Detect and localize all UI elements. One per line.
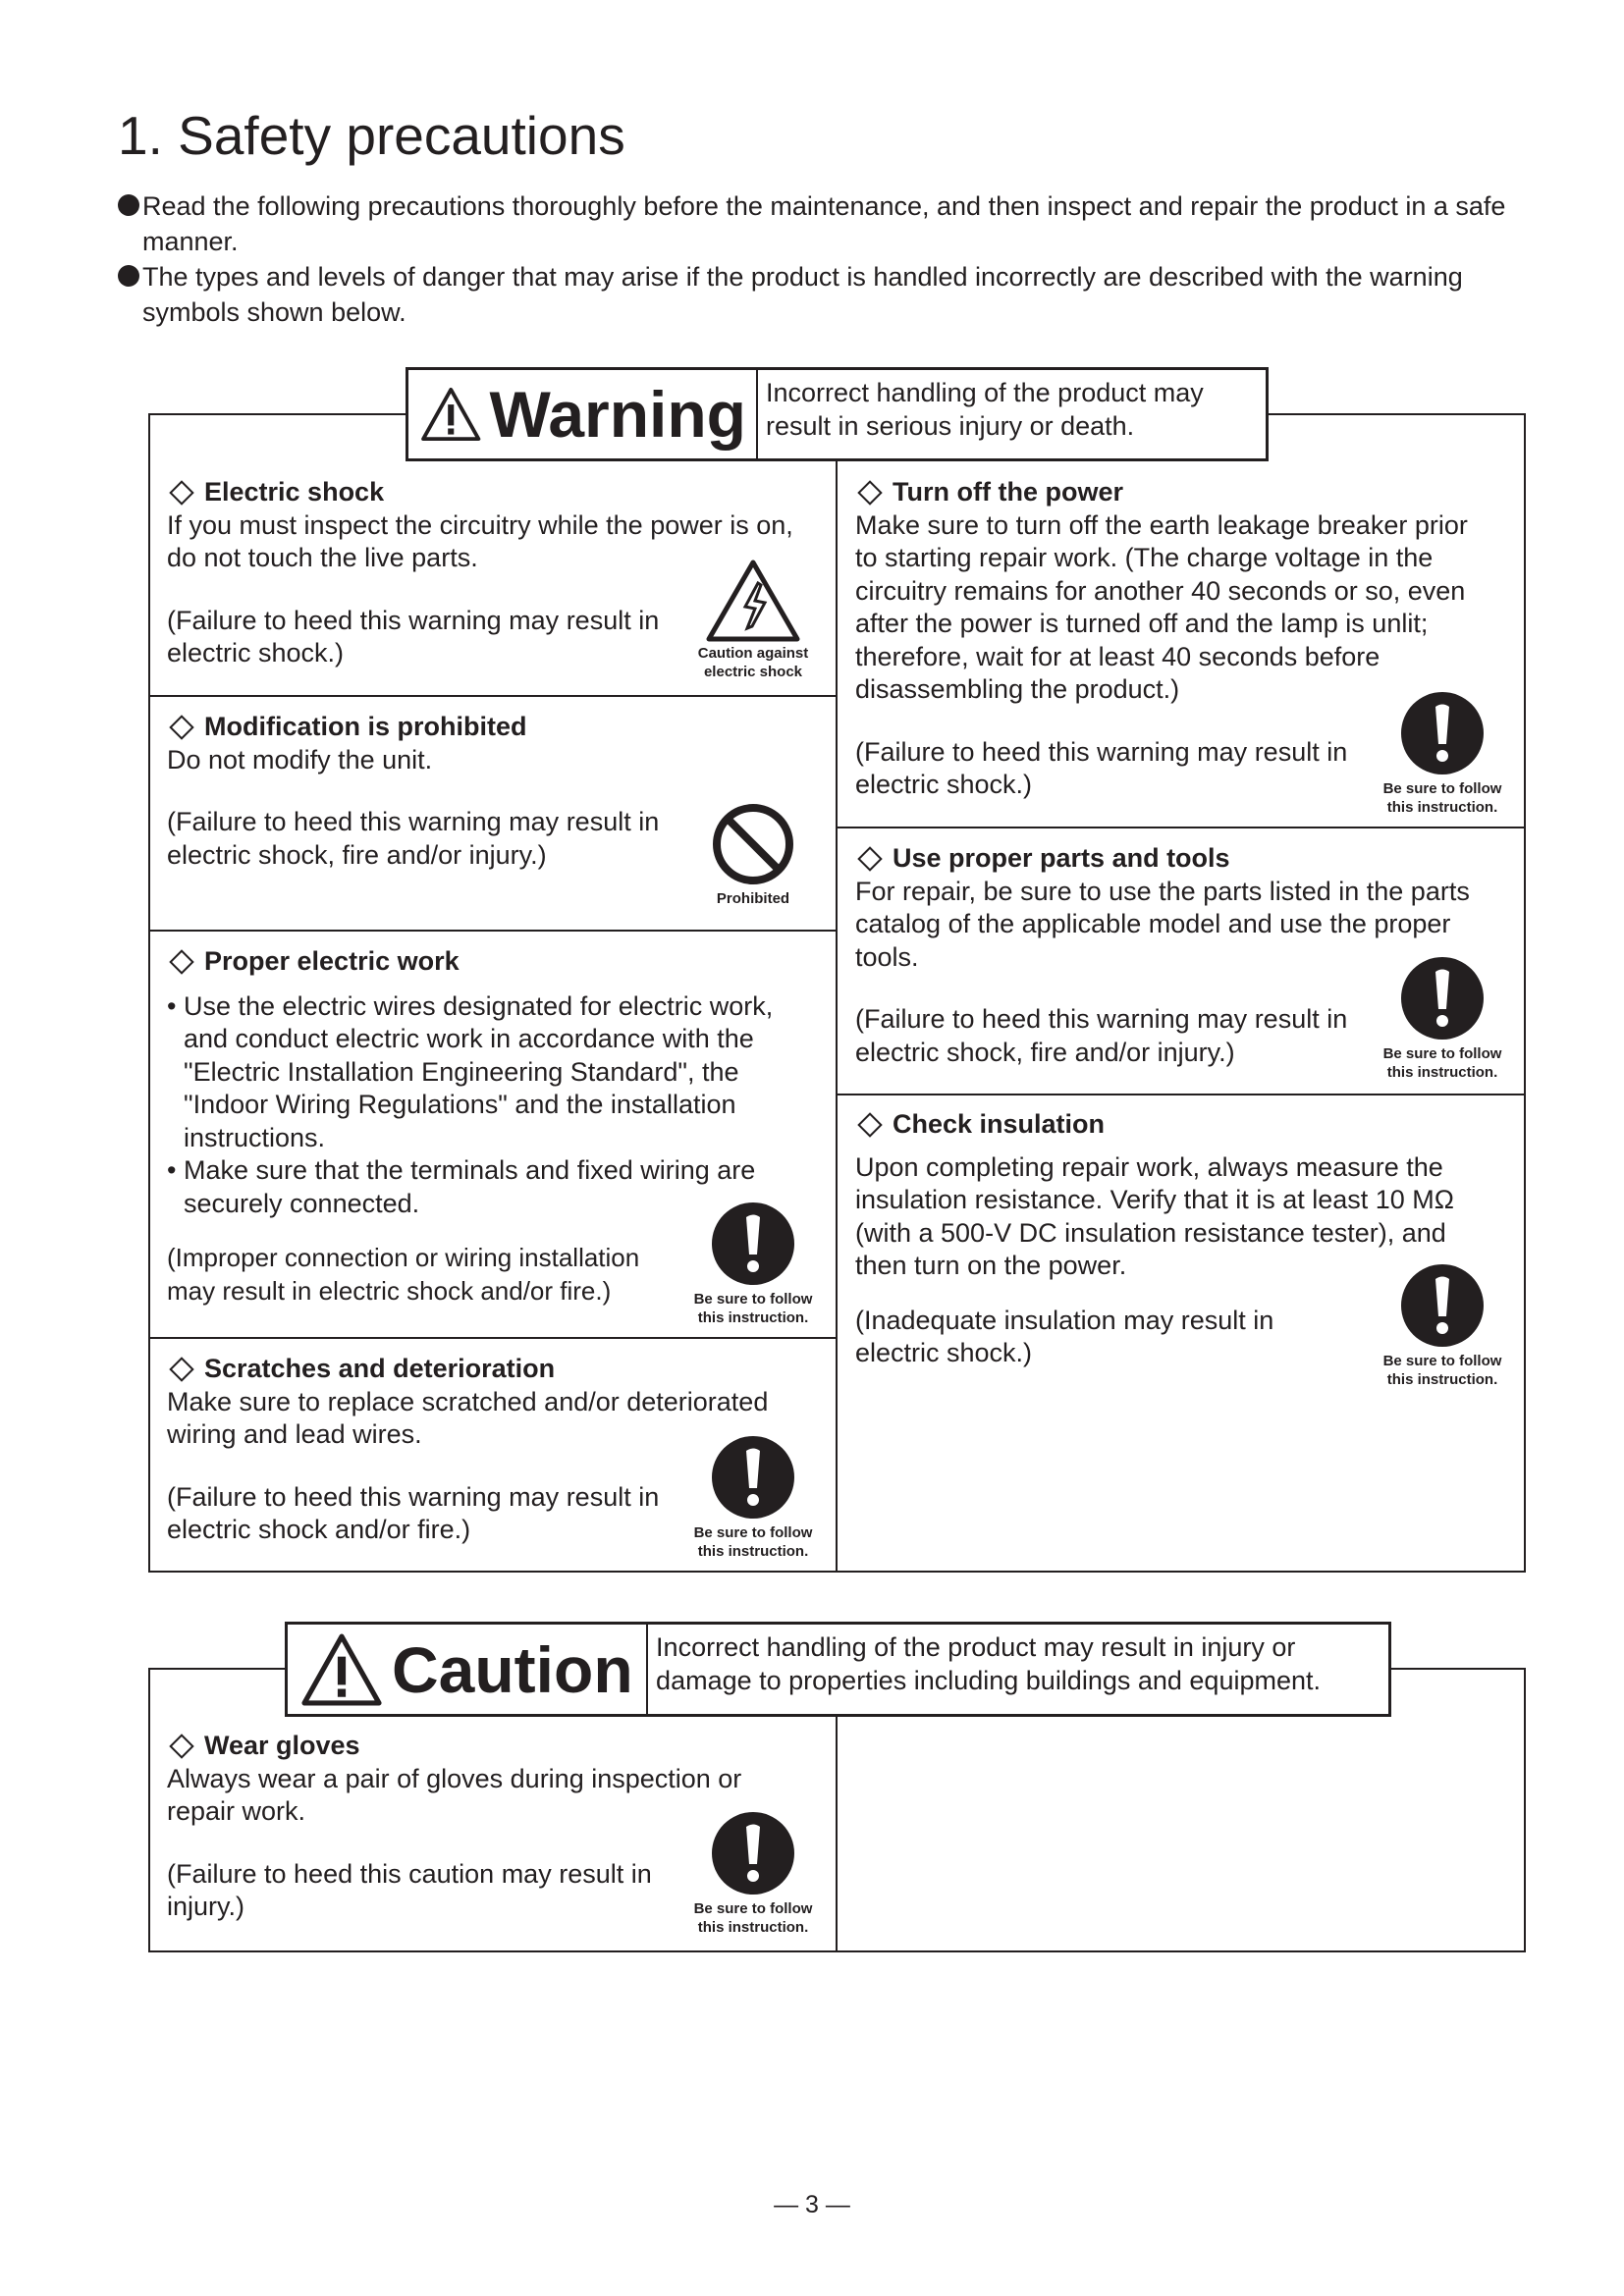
bullet-dot xyxy=(118,194,139,216)
list-item: • Make sure that the terminals and fixed wiring are securely connected. xyxy=(167,1154,812,1220)
caution-banner xyxy=(285,1622,1391,1717)
caution-label: Caution xyxy=(392,1632,633,1706)
diamond-icon xyxy=(857,846,882,871)
row-divider xyxy=(837,1094,1525,1095)
diamond-icon xyxy=(169,480,193,505)
diamond-icon xyxy=(857,1112,882,1137)
mandatory-icon-block: Be sure to follow this instruction. xyxy=(689,1435,817,1561)
electric-shock-icon xyxy=(704,558,802,644)
section-proper-parts: Use proper parts and tools For repair, be sure to use the parts listed in the parts catalog of the applicable model and use the proper tools. (Failure to heed this warning may result in electric shock, fire and/or injury.) xyxy=(855,843,1470,1067)
warning-label: Warning xyxy=(489,378,746,451)
row-divider xyxy=(149,930,837,932)
electric-shock-icon-block: Caution against electric shock xyxy=(689,558,817,681)
exclamation-icon xyxy=(711,1435,795,1520)
exclamation-icon xyxy=(1400,691,1485,775)
page-number: — 3 — xyxy=(774,2191,850,2218)
diamond-icon xyxy=(169,1357,193,1381)
column-divider xyxy=(836,1716,838,1951)
column-divider xyxy=(836,447,838,1572)
caution-description: Incorrect handling of the product may result in injury or damage to properties including buildings and equipment. xyxy=(656,1632,1321,1695)
exclamation-icon xyxy=(1400,1263,1485,1348)
section-check-insulation: Check insulation Upon completing repair work, always measure the insulation resistance. Verify that it is at least 10 MΩ (with a 500-V DC insulation resistance tester), and then turn on the power. (Inadequate insulation may result in electric shock.) xyxy=(855,1109,1454,1367)
mandatory-icon-block: Be sure to follow this instruction. xyxy=(1379,1263,1506,1389)
exclamation-icon xyxy=(1400,956,1485,1041)
section-wear-gloves: Wear gloves Always wear a pair of gloves during inspection or repair work. (Failure to heed this caution may result in injury.) xyxy=(167,1731,742,1921)
section-turn-off-power: Turn off the power Make sure to turn off the earth leakage breaker prior to starting repair work. (The charge voltage in the circuitry remains for another 40 seconds or so, even after the power is turned off and the lamp is unlit; therefore, wait for at least 40 seconds before disassembling the product.) (Failure to heed this warning may result in electric shock.) xyxy=(855,477,1468,799)
warning-triangle-icon xyxy=(420,378,481,451)
section-proper-electric-work: Proper electric work • Use the electric wires designated for electric work, and conduct electric work in accordance with the "Electric Installation Engineering Standard", the "Indoor Wiring Regulations" and the installation instructions. • Make sure that the terminals and fixed wiring are securely connected. (Improper connection or wiring installation may result in electric shock and/or fire.) xyxy=(167,945,815,1308)
bullet-dot xyxy=(118,265,139,287)
mandatory-icon-block: Be sure to follow this instruction. xyxy=(689,1201,817,1327)
section-scratches: Scratches and deterioration Make sure to replace scratched and/or deteriorated wiring and lead wires. (Failure to heed this warning may result in electric shock and/or fire.) xyxy=(167,1354,769,1544)
mandatory-icon-block: Be sure to follow this instruction. xyxy=(689,1811,817,1937)
mandatory-icon-block: Be sure to follow this instruction. xyxy=(1379,956,1506,1082)
prohibited-icon-block: Prohibited xyxy=(689,802,817,908)
intro-item: The types and levels of danger that may arise if the product is handled incorrectly are described with the warning symbols shown below. xyxy=(118,259,1532,330)
warning-triangle-icon xyxy=(299,1632,384,1707)
page-title: 1. Safety precautions xyxy=(118,105,625,166)
prohibited-icon xyxy=(711,802,795,886)
warning-description: Incorrect handling of the product may result in serious injury or death. xyxy=(766,378,1204,441)
row-divider xyxy=(149,1337,837,1339)
section-electric-shock: Electric shock If you must inspect the circuitry while the power is on, do not touch the live parts. (Failure to heed this warning may result in electric shock.) xyxy=(167,477,793,667)
diamond-icon xyxy=(169,949,193,974)
section-modification: Modification is prohibited Do not modify the unit. (Failure to heed this warning may result in electric shock, fire and/or injury.) xyxy=(167,712,660,870)
row-divider xyxy=(149,695,837,697)
row-divider xyxy=(837,827,1525,828)
exclamation-icon xyxy=(711,1811,795,1896)
warning-banner xyxy=(406,367,1269,461)
exclamation-icon xyxy=(711,1201,795,1286)
diamond-icon xyxy=(857,480,882,505)
intro-item: Read the following precautions thoroughly before the maintenance, and then inspect and repair the product in a safe manner. xyxy=(118,188,1532,259)
diamond-icon xyxy=(169,1734,193,1758)
diamond-icon xyxy=(169,715,193,739)
list-item: • Use the electric wires designated for electric work, and conduct electric work in accordance with the "Electric Installation Engineering Standard", the "Indoor Wiring Regulations" and the installation instructions. xyxy=(167,990,812,1155)
mandatory-icon-block: Be sure to follow this instruction. xyxy=(1379,691,1506,817)
